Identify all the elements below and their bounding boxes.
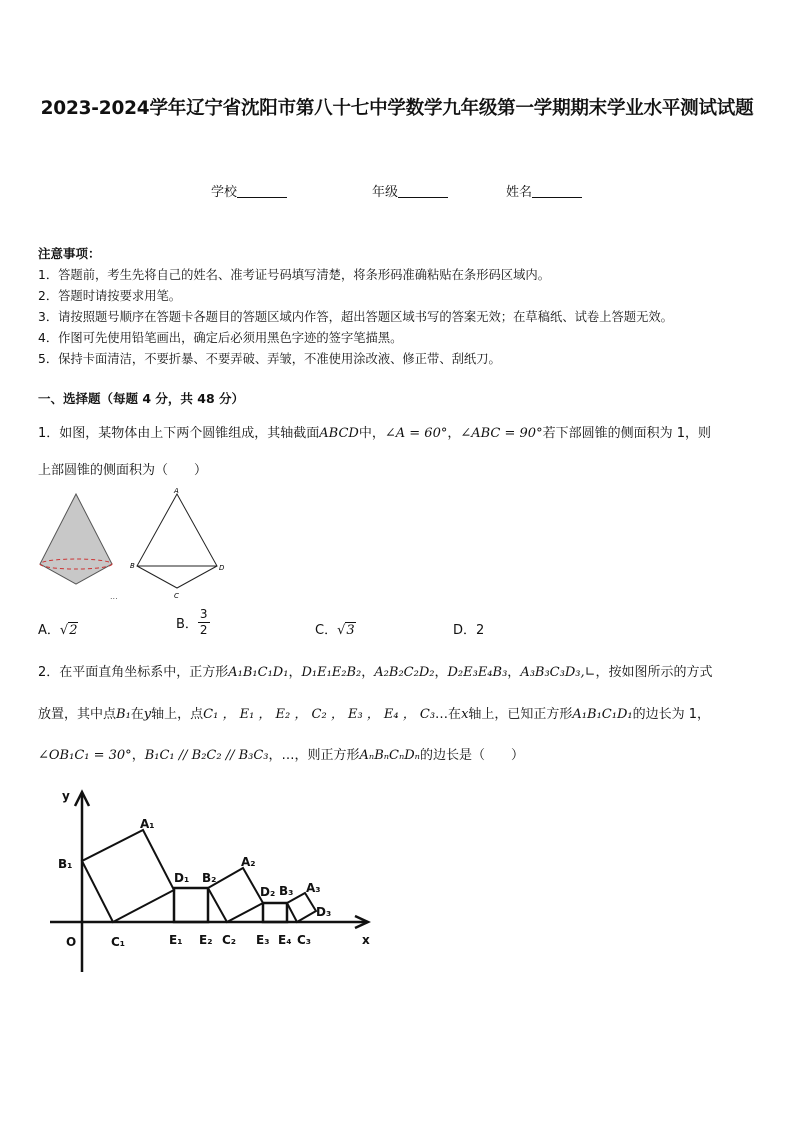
- label-x: x: [362, 933, 370, 947]
- q2-x-var: x: [461, 707, 469, 722]
- figure-dots: ...: [110, 592, 118, 601]
- label-a3: A₃: [306, 881, 321, 895]
- q2-point-b1: B₁: [116, 707, 131, 722]
- note-item: 3．请按照题号顺序在答题卡各题目的答题区域内作答，超出答题区域书写的答案无效；在草稿纸、试卷上答题无效。: [38, 310, 673, 324]
- label-d: D: [219, 564, 225, 572]
- label-d3: D₃: [316, 905, 332, 919]
- q2-square-n: AₙBₙCₙDₙ: [359, 748, 420, 763]
- label-e2: E₂: [199, 933, 213, 947]
- q2-angle: ∠OB₁C₁ = 30°: [38, 748, 132, 763]
- label-e3: E₃: [256, 933, 270, 947]
- q1-text: ，: [447, 426, 461, 441]
- q1-text: 若下部圆锥的侧面积为 1，则: [542, 426, 711, 441]
- square-1: [82, 830, 174, 922]
- square-4: [263, 903, 287, 922]
- square-2: [174, 888, 208, 922]
- note-item: 4．作图可先使用铅笔画出，确定后必须用黑色字迹的签字笔描黑。: [38, 331, 403, 345]
- option-c-label: C．: [315, 623, 338, 638]
- q1-text: 1．如图，某物体由上下两个圆锥组成，其轴截面: [38, 426, 320, 441]
- q2-text: 轴上，已知正方形: [468, 707, 573, 722]
- q2-text: ，: [131, 748, 145, 763]
- section-heading: 一、选择题（每题 4 分，共 48 分）: [38, 391, 245, 406]
- option-d-label: D．: [453, 623, 477, 638]
- option-a-label: A．: [38, 623, 60, 638]
- q1-stem-line2: 上部圆锥的侧面积为（ ）: [38, 463, 208, 478]
- q2-text: ，: [507, 665, 521, 680]
- q2-square-5: A₃B₃C₃D₃,∟: [520, 665, 596, 680]
- q2-square-2: D₁E₁E₂B₂: [301, 665, 362, 680]
- q2-text: 的边长是（ ）: [419, 748, 524, 763]
- label-a1: A₁: [140, 817, 155, 831]
- label-b2: B₂: [202, 871, 217, 885]
- q2-y-var: y: [143, 707, 152, 722]
- q2-square-1: A₁B₁C₁D₁: [572, 707, 633, 722]
- label-a2: A₂: [241, 855, 256, 869]
- notes-heading: 注意事项：: [38, 246, 101, 261]
- q1-angle-abc: ∠ABC = 90°: [460, 426, 543, 441]
- q2-text: ，: [434, 665, 448, 680]
- q2-text: 放置，其中点: [38, 707, 117, 722]
- q2-text: …在: [435, 707, 462, 722]
- label-b1: B₁: [58, 857, 73, 871]
- note-item: 2．答题时请按要求用笔。: [38, 289, 182, 303]
- q2-text: 在: [130, 707, 144, 722]
- label-o: O: [66, 935, 77, 949]
- q1-angle-a: ∠A = 60°: [384, 426, 448, 441]
- label-y: y: [62, 789, 70, 803]
- label-c3: C₃: [297, 933, 312, 947]
- q1-abcd: ABCD: [319, 426, 359, 441]
- label-b3: B₃: [279, 884, 294, 898]
- q2-text: ，: [288, 665, 302, 680]
- page-title: 2023-2024学年辽宁省沈阳市第八十七中学数学九年级第一学期期末学业水平测试试题: [40, 98, 754, 119]
- label-e4: E₄: [278, 933, 292, 947]
- label-c: C: [174, 592, 179, 600]
- q2-text: ，按如图所示的方式: [595, 665, 713, 680]
- q2-text: 轴上，点: [151, 707, 204, 722]
- option-a-value: √2: [59, 623, 78, 638]
- numerator: 3: [199, 607, 208, 621]
- label-c2: C₂: [222, 933, 237, 947]
- q2-text: ，: [361, 665, 375, 680]
- q2-square-4: D₂E₃E₄B₃: [447, 665, 508, 680]
- q1-text: 中，: [358, 426, 385, 441]
- grade-label: 年级: [372, 185, 399, 200]
- label-b: B: [130, 562, 135, 570]
- q2-square-3: A₂B₂C₂D₂: [374, 665, 435, 680]
- option-c-value: √3: [337, 623, 355, 638]
- label-a: A: [174, 487, 179, 495]
- label-d1: D₁: [174, 871, 190, 885]
- school-label: 学校: [211, 185, 238, 200]
- radicand: 3: [346, 623, 355, 638]
- q2-square-1: A₁B₁C₁D₁: [228, 665, 289, 680]
- denominator: 2: [199, 623, 208, 637]
- label-d2: D₂: [260, 885, 276, 899]
- option-b-label: B．: [176, 617, 198, 632]
- name-label: 姓名: [506, 185, 533, 200]
- q2-text: 2．在平面直角坐标系中，正方形: [38, 665, 229, 680]
- q2-text: ，…，则正方形: [268, 748, 360, 763]
- note-item: 5．保持卡面清洁，不要折暴、不要弄破、弄皱，不准使用涂改液、修正带、刮纸刀。: [38, 352, 501, 366]
- q2-parallel: B₁C₁ // B₂C₂ // B₃C₃: [144, 748, 269, 763]
- option-d-value: 2: [476, 623, 485, 638]
- q2-points: C₁ ， E₁ ， E₂ ， C₂ ， E₃ ， E₄ ， C₃: [203, 707, 436, 722]
- note-item: 1．答题前，考生先将自己的姓名、准考证号码填写清楚，将条形码准确粘贴在条形码区域内。: [38, 268, 550, 282]
- label-e1: E₁: [169, 933, 183, 947]
- label-c1: C₁: [111, 935, 126, 949]
- q2-text: 的边长为 1，: [632, 707, 710, 722]
- radicand: 2: [69, 623, 78, 638]
